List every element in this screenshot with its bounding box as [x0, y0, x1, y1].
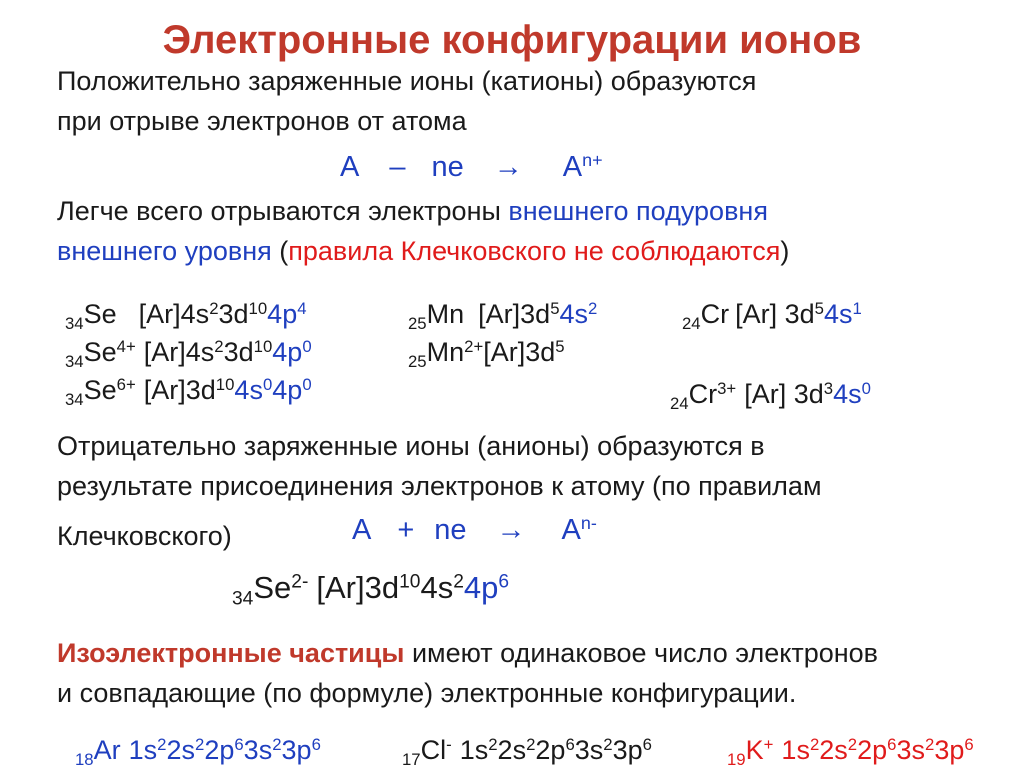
atomic-number: 25: [408, 314, 427, 334]
config-part-valence: 4p: [272, 337, 303, 368]
exponent: 0: [302, 375, 312, 394]
config-part: 2s: [819, 735, 848, 766]
config-part: 2p: [535, 735, 566, 766]
exponent: 2: [157, 735, 167, 754]
exponent: 5: [555, 337, 565, 356]
config-part-valence: 4s: [234, 375, 263, 406]
iso-line-2: и совпадающие (по формуле) электронные конфигурации.: [57, 678, 797, 708]
formula-arrow: →: [493, 150, 523, 183]
exponent: 2: [526, 735, 536, 754]
config-part: 3p: [281, 735, 312, 766]
exponent: 2: [925, 735, 935, 754]
element-symbol: Mn: [426, 299, 465, 330]
config-part-valence: 4p: [267, 299, 298, 330]
formula-operator: +: [397, 513, 415, 546]
formula-operator: –: [389, 150, 406, 183]
config-part: [Ar]4s: [143, 337, 215, 368]
exponent: 2: [809, 735, 820, 754]
atomic-number: 34: [65, 314, 84, 334]
config-part-valence: 4s: [833, 379, 862, 410]
formula-electrons: ne: [434, 513, 467, 546]
formula-charge: n-: [580, 513, 597, 533]
atomic-number: 34: [65, 390, 84, 410]
paren-open: (: [271, 236, 289, 266]
config-part-valence: 4s: [823, 299, 853, 330]
anion-formula: [352, 513, 597, 547]
config-part: [Ar]3d: [478, 299, 551, 330]
config-part: [Ar]3d: [316, 570, 400, 605]
exponent: 6: [311, 735, 321, 754]
config-cl: [402, 726, 652, 779]
config-part: 3p: [934, 735, 965, 766]
config-part: 2s: [497, 735, 527, 766]
exponent: 1: [852, 299, 862, 318]
exponent: 2: [195, 735, 205, 754]
exponent: 10: [399, 571, 421, 593]
outer-level: внешнего уровня: [57, 236, 272, 266]
config-part: 2s: [166, 735, 195, 766]
ion-charge: 2-: [291, 571, 309, 593]
ion-charge: 6+: [116, 375, 136, 394]
exponent: 0: [262, 375, 273, 394]
iso-definition: имеют одинаковое число электронов: [404, 638, 878, 668]
element-symbol: Cl: [420, 735, 447, 766]
config-part-valence: 4p: [463, 570, 499, 605]
exponent: 10: [248, 299, 268, 318]
config-part: 1s: [459, 735, 489, 766]
paren-close: ): [780, 236, 790, 266]
config-part: 2p: [857, 735, 888, 766]
element-symbol: Se: [83, 299, 117, 330]
element-symbol: Cr: [700, 299, 730, 330]
config-part: 3s: [896, 735, 925, 766]
config-part: 3s: [574, 735, 604, 766]
formula-ion: A: [561, 513, 581, 546]
outer-text: Легче всего отрываются электроны: [57, 196, 509, 226]
element-symbol: Se: [83, 375, 117, 406]
element-symbol: K: [745, 735, 764, 766]
formula-atom: A: [340, 150, 360, 183]
ion-charge: 4+: [116, 337, 136, 356]
atomic-number: 19: [727, 750, 746, 770]
exponent: 10: [215, 375, 235, 394]
config-part: 3d: [223, 337, 254, 368]
formula-charge: n+: [582, 150, 603, 170]
cation-line-2: при отрыве электронов от атома: [57, 106, 467, 136]
element-symbol: Ar: [93, 735, 121, 766]
exponent: 6: [642, 735, 652, 754]
config-part: 4s: [420, 570, 454, 605]
atomic-number: 17: [402, 750, 421, 770]
exponent: 6: [887, 735, 897, 754]
element-symbol: Cr: [688, 379, 718, 410]
config-part: [Ar] 3d: [735, 299, 815, 330]
atomic-number: 34: [65, 352, 84, 372]
atomic-number: 25: [408, 352, 427, 372]
formula-atom: A: [352, 513, 372, 546]
exponent: 2: [272, 735, 282, 754]
ion-charge: +: [763, 735, 774, 754]
exponent: 6: [234, 735, 244, 754]
config-part: [Ar]3d: [483, 337, 556, 368]
exponent: 2: [453, 571, 464, 593]
iso-line-1: [57, 634, 878, 672]
config-se6: [65, 366, 312, 419]
iso-term: Изоэлектронные частицы: [57, 638, 405, 668]
config-cr: [682, 290, 862, 343]
cation-line-1: Положительно заряженные ионы (катионы) образуются: [57, 66, 757, 96]
exponent: 2: [209, 299, 219, 318]
config-part: [Ar]4s: [138, 299, 210, 330]
config-part: 3p: [612, 735, 643, 766]
exponent: 6: [498, 571, 510, 593]
exponent: 5: [814, 299, 824, 318]
anion-line-3: Клечковского): [57, 521, 232, 551]
ion-charge: 3+: [717, 379, 737, 398]
cation-formula: [340, 150, 603, 184]
config-part: 1s: [781, 735, 810, 766]
outer-line-1: [57, 192, 768, 230]
exponent: 6: [964, 735, 974, 754]
formula-electrons: ne: [431, 150, 464, 183]
element-symbol: Mn: [426, 337, 465, 368]
element-symbol: Se: [83, 337, 117, 368]
config-mn2: [408, 328, 565, 381]
config-part-valence: 4p: [272, 375, 303, 406]
config-part: [Ar]3d: [143, 375, 216, 406]
exponent: 2: [847, 735, 858, 754]
outer-line-2: [57, 232, 789, 270]
exponent: 2: [488, 735, 498, 754]
atomic-number: 18: [75, 750, 94, 770]
anion-line-2: результате присоединения электронов к атому (по правилам: [57, 471, 822, 501]
formula-ion: A: [562, 150, 583, 183]
outer-sublevel: внешнего подуровня: [508, 196, 768, 226]
ion-charge: -: [446, 735, 452, 754]
config-part-valence: 4s: [559, 299, 589, 330]
exponent: 6: [565, 735, 575, 754]
config-part: 3d: [218, 299, 249, 330]
config-part: 3s: [243, 735, 273, 766]
exponent: 0: [302, 337, 312, 356]
klechkovsky-note: правила Клечковского не соблюдаются: [288, 236, 781, 266]
ion-charge: 2+: [464, 337, 484, 356]
config-se2: [232, 570, 509, 611]
exponent: 4: [297, 299, 307, 318]
config-k: [727, 726, 974, 779]
config-cr3: [670, 370, 871, 423]
config-part: 1s: [128, 735, 158, 766]
atomic-number: 24: [682, 314, 701, 334]
exponent: 2: [588, 299, 598, 318]
config-ar: [75, 726, 321, 779]
exponent: 10: [253, 337, 273, 356]
atomic-number: 34: [232, 588, 254, 610]
anion-line-1: Отрицательно заряженные ионы (анионы) образуются в: [57, 431, 765, 461]
atomic-number: 24: [670, 394, 689, 414]
formula-arrow: →: [496, 513, 526, 546]
config-part: 2p: [204, 735, 235, 766]
exponent: 5: [550, 299, 560, 318]
exponent: 2: [214, 337, 224, 356]
slide-title: Электронные конфигурации ионов: [162, 18, 862, 62]
element-symbol: Se: [253, 570, 292, 605]
exponent: 3: [823, 379, 834, 398]
config-part: [Ar] 3d: [744, 379, 824, 410]
exponent: 2: [603, 735, 613, 754]
exponent: 0: [861, 379, 871, 398]
